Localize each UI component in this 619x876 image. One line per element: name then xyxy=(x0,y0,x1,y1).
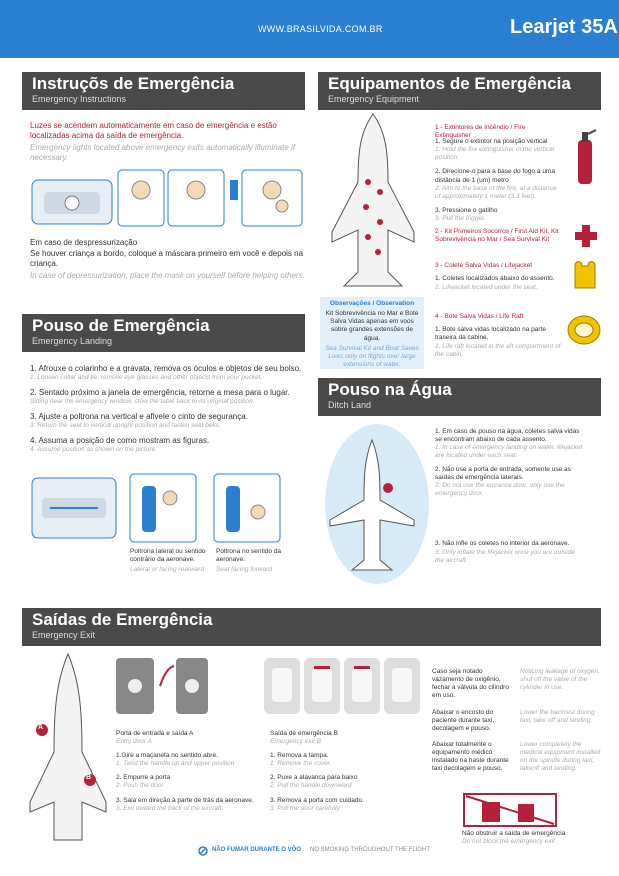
section-header-ditch-land xyxy=(318,378,601,416)
step-en: Sitting near the emergency window, stow the table back to its original position. xyxy=(30,398,255,406)
caption-lateral-pt: Poltrona lateral ou sentido contrário da aeronave. xyxy=(130,548,206,564)
note-en: Lower completely the medical equipment installed on the spindle during taxi, takeoff and landing. xyxy=(520,740,601,773)
extinguisher-steps xyxy=(435,138,560,223)
first-aid-kit-title: 2 - Kit Primeiros Socorros / First Aid Kit, Kit Sobrevivência no Mar / Sea Survival Kit xyxy=(435,228,559,244)
note-en: Noticing leakage of oxygen, shut off the valve of the cylinder in use. xyxy=(520,668,600,692)
entry-door-title-en: Entry door A xyxy=(116,738,152,745)
lights-text-pt: Luzes se acendem automaticamente em caso de emergência e estão localizadas acima da saída de emergência. xyxy=(30,121,277,140)
no-block-exit-pt: Não obstruir a saída de emergência xyxy=(462,830,566,837)
depressurization-title: Em caso de despressurização xyxy=(30,238,138,247)
section-title: Saídas de Emergência xyxy=(32,610,213,629)
observation-box xyxy=(320,297,424,369)
extinguisher-title: 1 - Extintores de Incêndio / Fire Extinguisher xyxy=(435,124,526,140)
section-title: Equipamentos de Emergência xyxy=(328,74,571,93)
ditch-aircraft-diagram xyxy=(322,420,432,588)
step-pt: 2. Direcione-o para a base do fogo a uma distância de 1 (um) metro xyxy=(435,168,555,184)
note-pt: Caso seja notado vazamento de oxigênio, fechar a válvula do cilindro em uso. xyxy=(432,668,509,700)
no-smoking-en: NO SMOKING THROUGHOUT THE FLIGHT xyxy=(310,847,431,853)
section-subtitle: Emergency Equipment xyxy=(328,94,420,104)
ditch-step1-en: 1. In case of emergency landing on water, lifejacket are located under each seat. xyxy=(435,444,583,460)
section-title: Pouso de Emergência xyxy=(32,316,210,335)
emergency-exit-b-title-en: Emergency exit B xyxy=(270,738,321,745)
step-pt: 2. Sentado próximo a janela de emergência, retorne a mesa para o lugar. xyxy=(30,388,290,398)
no-block-exit-icon xyxy=(462,792,558,828)
ditch-step3-en: 3. Only inflate the lifejacket once you are outside the aircraft. xyxy=(435,549,575,565)
caption-forward-pt: Poltrona no sentido da aeronave. xyxy=(216,548,282,564)
step-en: 3. Return the seat to vertical upright position and fasten seat belts. xyxy=(30,422,221,430)
lifejacket-text-en: 1. Lifejacket located under the seat. xyxy=(435,284,538,291)
section-subtitle: Emergency Landing xyxy=(32,336,113,346)
entry-door-title-pt: Porta de entrada e saída A xyxy=(116,730,194,737)
step-pt: 3. Ajuste a poltrona na vertical e afivele o cinto de segurança. xyxy=(30,412,248,422)
depressurization-text-pt: Se houver criança a bordo, coloque a máscara primeiro em você e depois na criança. xyxy=(30,249,304,268)
exit-label-a: A xyxy=(38,724,44,731)
lifejacket-icon xyxy=(572,258,598,292)
step-en: 1. Twist the handle up and upper position xyxy=(116,760,235,768)
section-header-equipment xyxy=(318,72,601,110)
ditch-step2-en: 2. Do not use the entrance door, only use the emergency door. xyxy=(435,482,565,498)
emergency-window-illustration xyxy=(262,656,424,716)
step-en: 2. Pull the handle downward xyxy=(270,782,352,790)
brace-position-illustration xyxy=(30,472,310,544)
top-header-bar xyxy=(0,0,619,58)
section-header-emergency-landing xyxy=(22,314,305,352)
emergency-exit-b-title-pt: Saída de emergência B xyxy=(270,730,338,737)
ditch-step3-pt: 3. Não infle os coletes no interior da aeronave. xyxy=(435,540,570,547)
life-raft-text-en: 1. Life raft located in the aft compartment of the cabin. xyxy=(435,343,561,359)
step-en: 3. Pull the trigger. xyxy=(435,215,486,222)
aircraft-equipment-diagram xyxy=(330,112,416,292)
website-url[interactable]: WWW.BRASILVIDA.COM.BR xyxy=(258,24,383,34)
entry-door-steps xyxy=(116,752,256,813)
no-smoking-icon xyxy=(198,846,208,856)
no-block-exit-en: Do not block the emergency exit xyxy=(462,838,555,845)
step-pt: 3. Remova a porta com cuidado. xyxy=(270,796,364,804)
step-en: 3. Exit toward the back of the aircraft. xyxy=(116,804,224,812)
observation-title: Observações / Observation xyxy=(329,300,415,307)
observation-text-en: Sea Survival Kit and Boat Saves Lives only on flights over large extensions of water. xyxy=(325,344,419,368)
section-title: Pouso na Água xyxy=(328,380,452,399)
oxygen-mask-illustration xyxy=(30,168,310,230)
section-subtitle: Emergency Exit xyxy=(32,630,96,640)
entry-door-illustration xyxy=(114,656,210,716)
life-raft-text-pt: 1. Bote salva vidas localizado na parte traseira da cabine. xyxy=(435,326,546,342)
life-raft-icon xyxy=(566,312,602,348)
life-raft-title: 4 - Bote Salva Vidas / Life Raft xyxy=(435,313,524,320)
lights-text-en: Emergency lights located above emergency exits automatically illuminate if necessary. xyxy=(30,143,296,162)
aircraft-model: Learjet 35A xyxy=(510,16,618,38)
section-subtitle: Emergency Instructions xyxy=(32,94,127,104)
step-en: 3. Pull the door carefully. xyxy=(270,804,342,812)
step-en: 1. Loosen collar and tie, remove eye glasses and other objects from your pocket. xyxy=(30,374,263,381)
emergency-exit-b-steps xyxy=(270,752,420,813)
step-pt: 1. Remova a tampa. xyxy=(270,752,329,759)
step-en: 1. Remove the cover. xyxy=(270,760,332,768)
step-pt: 1. Afrouxe o colarinho e a gravata, remova os óculos e objetos de seu bolso. xyxy=(30,364,302,373)
lifejacket-title: 3 - Colete Salva Vidas / Lifejacket xyxy=(435,262,533,269)
ditch-step1-pt: 1. Em caso de pouso na água, coletes salva vidas se encontram abaixo de cada assento. xyxy=(435,428,580,444)
medical-notes xyxy=(432,668,602,773)
caption-forward-en: Seat facing forward xyxy=(216,566,273,573)
fire-extinguisher-icon xyxy=(572,126,598,188)
step-en: 2. Aim to the base of the fire, at a distance of approximately 1 meter (3.3 feet). xyxy=(435,184,557,200)
ditch-step2-pt: 2. Não use a porta de entrada, somente use as saídas de emergência laterais. xyxy=(435,466,571,482)
caption-lateral-en: Lateral or facing rearward xyxy=(130,566,205,573)
lifejacket-text-pt: 1. Coletes localizados abaixo do assento. xyxy=(435,275,555,282)
step-pt: 3. Pressione o gatilho xyxy=(435,206,498,214)
note-row xyxy=(432,741,602,774)
step-pt: 2. Puxe a alavanca para baixo xyxy=(270,774,358,782)
section-title: Instruçõs de Emergência xyxy=(32,74,235,93)
section-header-instructions xyxy=(22,72,305,110)
exit-label-b: B xyxy=(86,774,92,781)
depressurization-text-en: In case of depressurization, place the mask on yourself before helping others. xyxy=(30,271,305,280)
step-en: 1. Hold the fire extinguisher in the vertical position. xyxy=(435,146,555,162)
exit-aircraft-diagram xyxy=(28,652,108,842)
step-pt: 2. Empurre a porta xyxy=(116,774,171,782)
section-header-emergency-exit xyxy=(22,608,601,646)
step-en: 2. Push the door xyxy=(116,782,164,790)
note-row xyxy=(432,709,602,733)
section-subtitle: Ditch Land xyxy=(328,400,372,410)
observation-text-pt: Kit Sobrevivência no Mar e Bote Salva Vidas apenas em voos sobre grandes extensões de água. xyxy=(325,310,419,342)
step-pt: 1.Gire a maçaneta no sentido abre. xyxy=(116,752,218,759)
step-pt: 1. Segure o extintor na posição vertical xyxy=(435,138,548,145)
no-smoking-pt: NÃO FUMAR DURANTE O VÔO xyxy=(212,847,301,853)
note-row xyxy=(432,668,602,701)
step-pt: 3. Saia em direção à parte de trás da aeronave. xyxy=(116,796,254,804)
note-pt: Abaixar o encosto do paciente durante taxi, decolagem e pouso. xyxy=(432,708,495,732)
step-en: 4. Assume position as shown on the picture. xyxy=(30,446,157,454)
first-aid-cross-icon xyxy=(574,224,598,248)
landing-steps-list xyxy=(30,364,305,455)
note-pt: Abaixar totalmente o equipamento médico instalado na haste durante taxi decolagem e pouso. xyxy=(432,740,509,773)
step-pt: 4. Assuma a posição de como mostram as figuras. xyxy=(30,436,210,446)
note-en: Lower the backrest during taxi, take off and landing. xyxy=(520,708,595,724)
